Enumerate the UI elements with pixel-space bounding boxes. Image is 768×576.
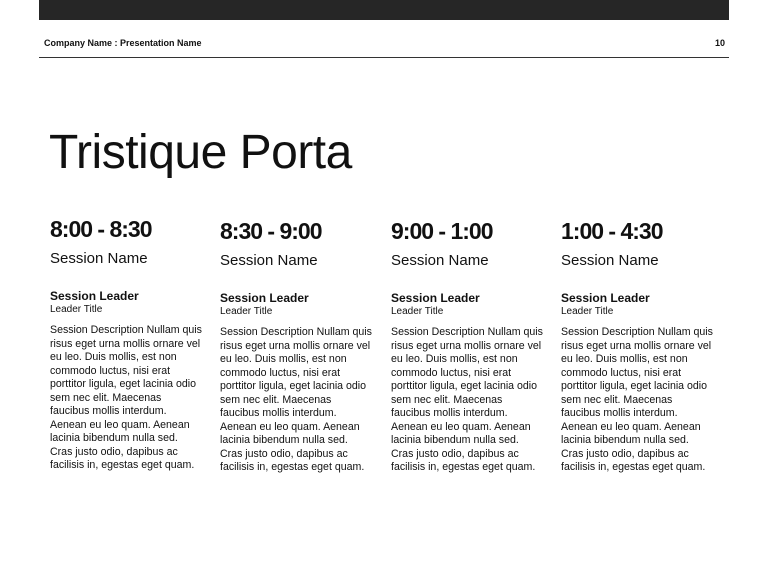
leader-title: Leader Title	[561, 306, 614, 317]
slide-header	[44, 38, 725, 52]
session-name: Session Name	[50, 250, 148, 267]
page-number: 10	[714, 38, 725, 48]
session-description: Session Description Nullam quis risus eget urna mollis ornare vel eu leo. Duis mollis, est non commodo luctus, nisi erat porttitor ligula, eget lacinia odio sem nec elit. Maecenas faucibus mollis interdum. Aenean eu leo quam. Aenean lacinia bibendum nulla sed. Cras justo odio, dapibus ac facilisis in, egestas eget quam.	[50, 324, 202, 471]
session-column-2	[220, 217, 380, 475]
session-name: Session Name	[391, 252, 489, 269]
session-time: 1:00 - 4:30	[561, 218, 663, 244]
session-column-1	[50, 215, 210, 473]
leader-title: Leader Title	[50, 304, 103, 315]
slide-title: Tristique Porta	[49, 126, 352, 179]
session-description: Session Description Nullam quis risus eget urna mollis ornare vel eu leo. Duis mollis, est non commodo luctus, nisi erat porttitor ligula, eget lacinia odio sem nec elit. Maecenas faucibus mollis interdum. Aenean eu leo quam. Aenean lacinia bibendum nulla sed. Cras justo odio, dapibus ac facilisis in, egestas eget quam.	[561, 326, 713, 473]
leader-title: Leader Title	[220, 306, 273, 317]
session-name: Session Name	[561, 252, 659, 269]
session-name: Session Name	[220, 252, 318, 269]
session-time: 8:30 - 9:00	[220, 218, 322, 244]
session-leader: Session Leader	[561, 291, 650, 305]
presentation-label: Company Name : Presentation Name	[44, 38, 202, 48]
header-divider	[39, 57, 729, 58]
leader-title: Leader Title	[391, 306, 444, 317]
session-time: 9:00 - 1:00	[391, 218, 493, 244]
session-leader: Session Leader	[50, 289, 139, 303]
session-leader: Session Leader	[220, 291, 309, 305]
session-description: Session Description Nullam quis risus eget urna mollis ornare vel eu leo. Duis mollis, est non commodo luctus, nisi erat porttitor ligula, eget lacinia odio sem nec elit. Maecenas faucibus mollis interdum. Aenean eu leo quam. Aenean lacinia bibendum nulla sed. Cras justo odio, dapibus ac facilisis in, egestas eget quam.	[220, 326, 372, 473]
top-bar	[39, 0, 729, 20]
session-leader: Session Leader	[391, 291, 480, 305]
session-description: Session Description Nullam quis risus eget urna mollis ornare vel eu leo. Duis mollis, est non commodo luctus, nisi erat porttitor ligula, eget lacinia odio sem nec elit. Maecenas faucibus mollis interdum. Aenean eu leo quam. Aenean lacinia bibendum nulla sed. Cras justo odio, dapibus ac facilisis in, egestas eget quam.	[391, 326, 543, 473]
session-time: 8:00 - 8:30	[50, 216, 152, 242]
session-column-4	[561, 217, 721, 475]
session-column-3	[391, 217, 551, 475]
